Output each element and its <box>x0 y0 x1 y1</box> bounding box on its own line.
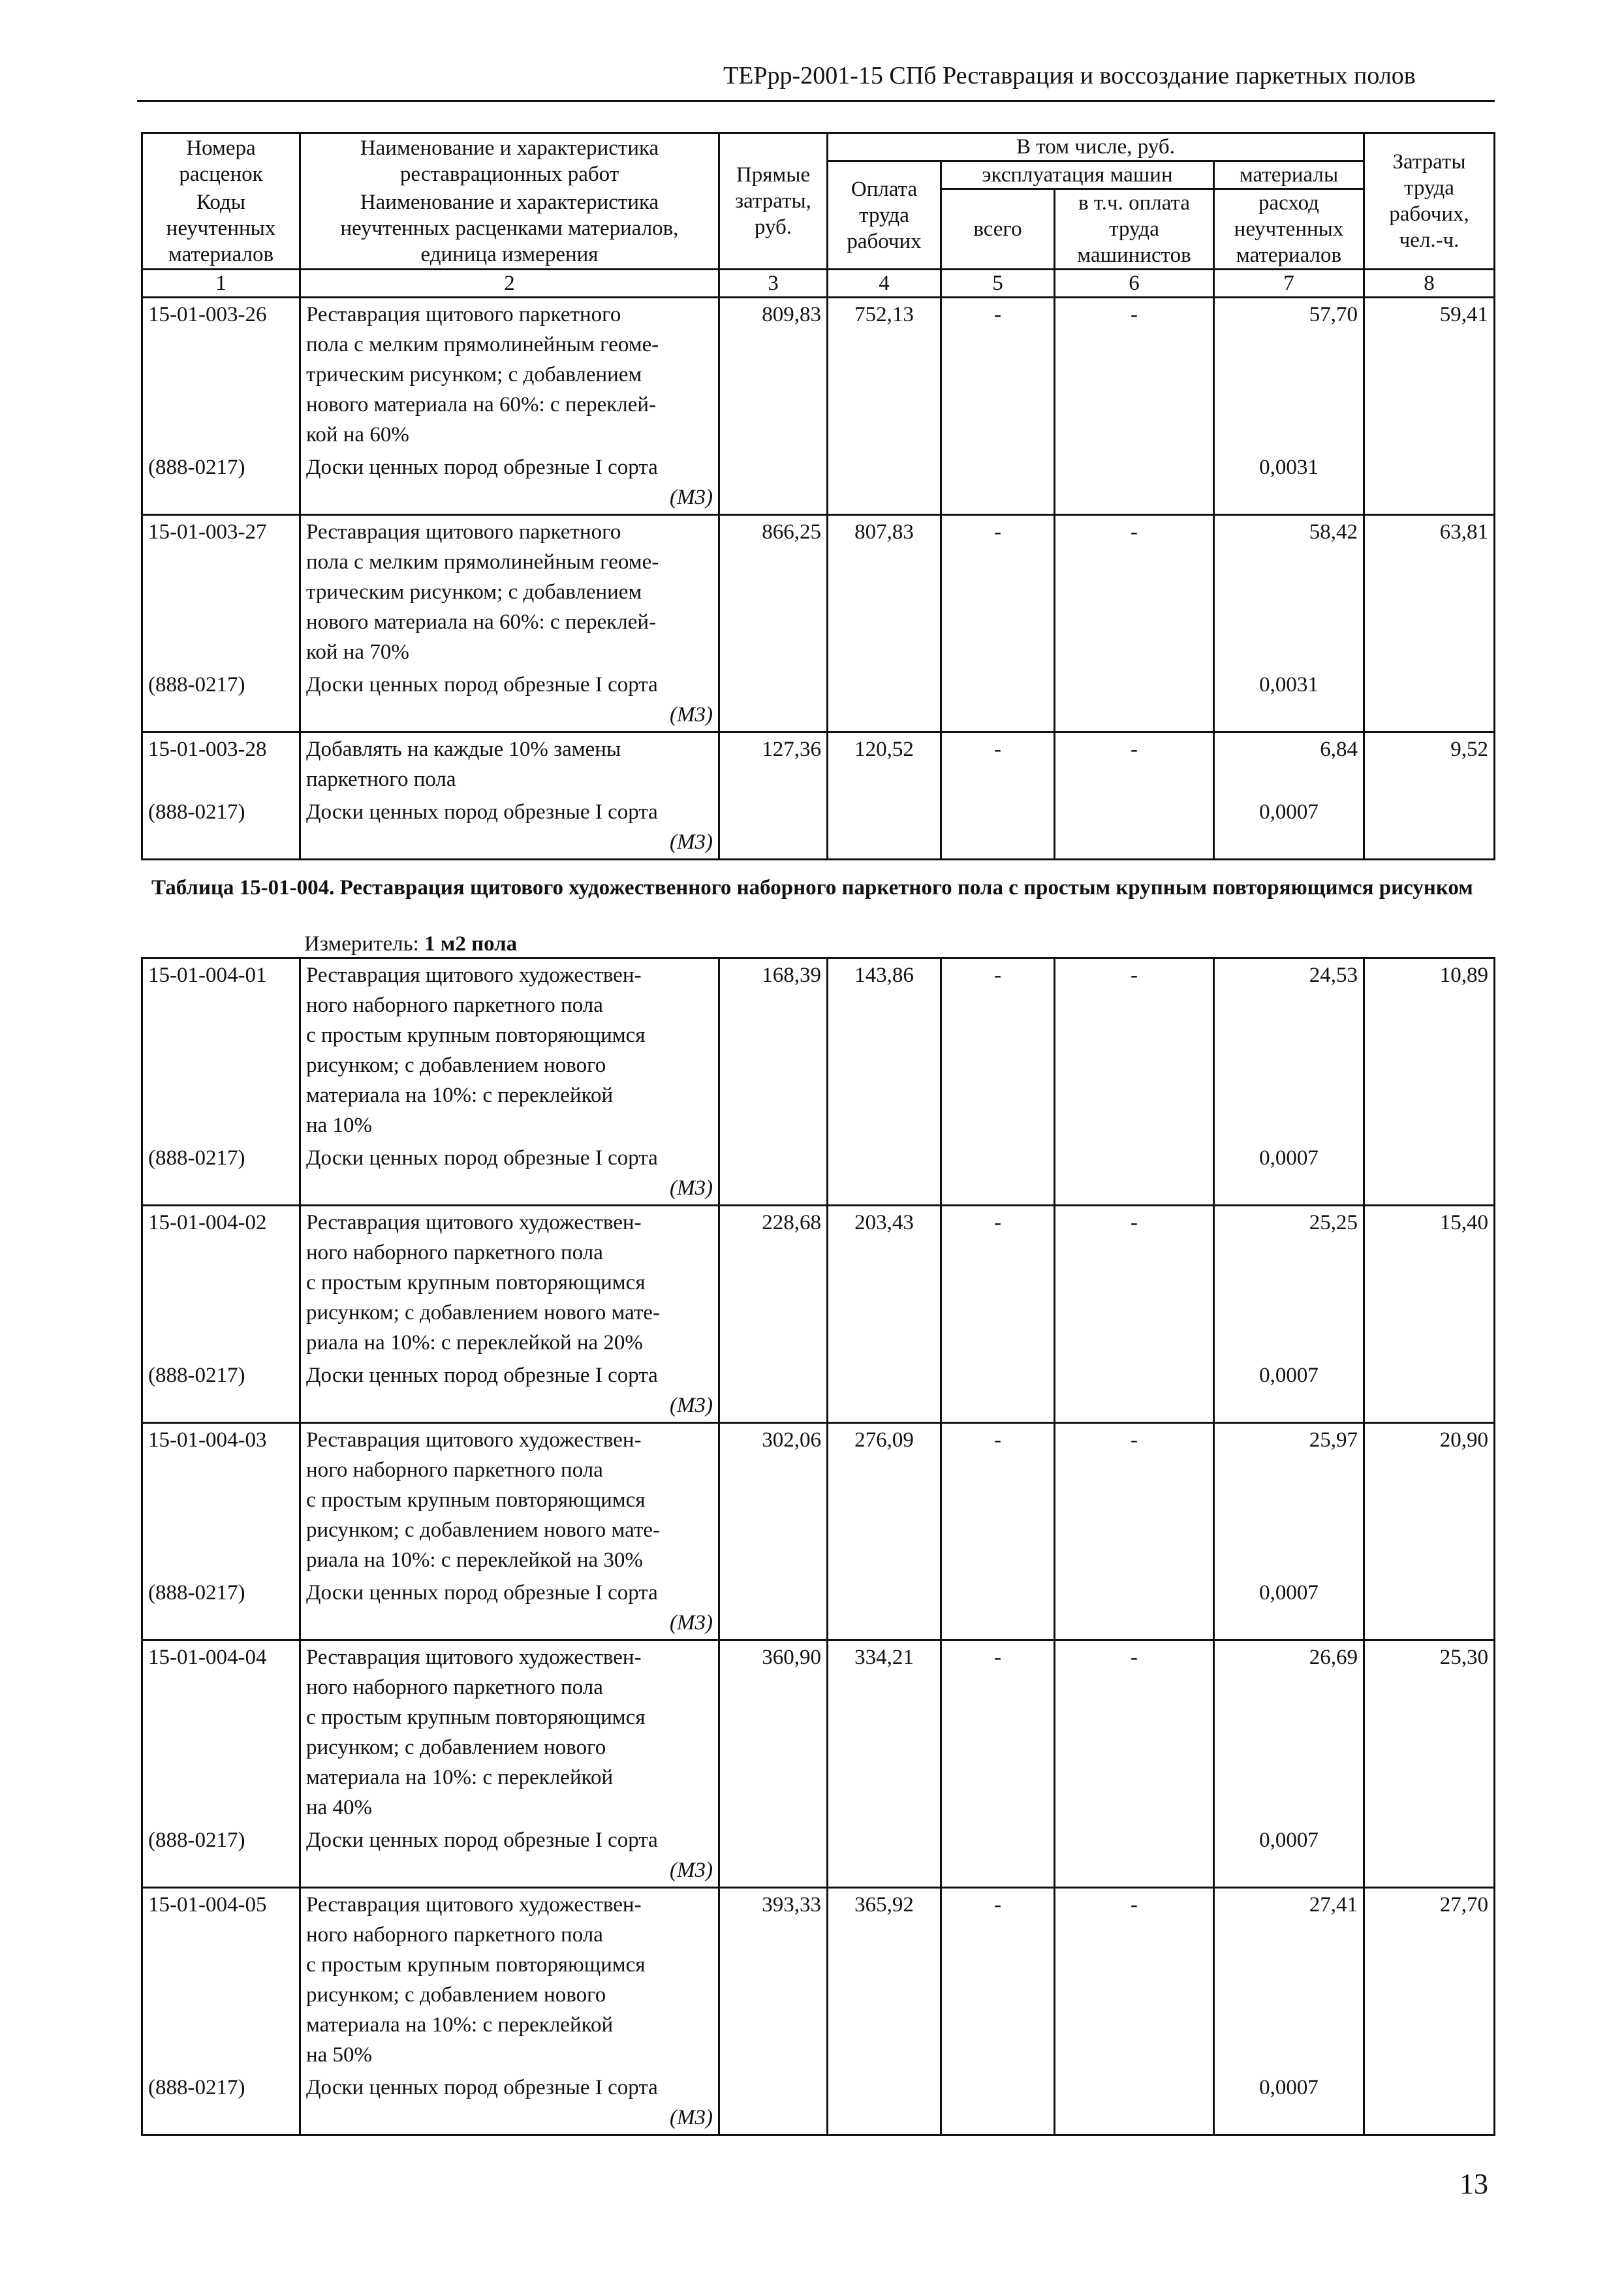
description-line: ного наборного паркетного пола <box>306 1676 603 1699</box>
material-row <box>142 1824 1495 1888</box>
material-quantity: 0,0007 <box>1214 1142 1364 1206</box>
rate-code: 15-01-003-28 <box>142 732 300 796</box>
rates-table-2 <box>141 957 1495 2136</box>
machines-total: - <box>941 1640 1055 1825</box>
page-number: 13 <box>1460 2168 1488 2200</box>
description-line: кой на 70% <box>306 640 409 664</box>
empty-cell <box>1055 668 1214 732</box>
empty-cell <box>1364 2071 1495 2135</box>
empty-cell <box>828 668 941 732</box>
rate-row <box>142 1640 1495 1825</box>
machines-total: - <box>941 298 1055 452</box>
rate-row <box>142 515 1495 669</box>
material-name-text: Доски ценных пород обрезные I сорта <box>306 673 658 697</box>
col-number: 4 <box>828 270 941 298</box>
empty-cell <box>1055 1142 1214 1206</box>
description-line: Добавлять на каждые 10% замены <box>306 738 621 761</box>
table-body <box>142 958 1495 2135</box>
material-code: (888-0217) <box>142 796 300 860</box>
rate-code: 15-01-004-04 <box>142 1640 300 1825</box>
empty-cell <box>941 451 1055 515</box>
machinist-pay: - <box>1055 958 1214 1142</box>
col-work-name-head: Наименование и характеристика реставрационных работ <box>300 133 719 189</box>
material-quantity: 0,0007 <box>1214 1824 1364 1888</box>
rate-description <box>300 298 719 452</box>
material-code: (888-0217) <box>142 1359 300 1423</box>
empty-cell <box>941 1824 1055 1888</box>
table-head <box>142 133 1495 298</box>
material-code: (888-0217) <box>142 1142 300 1206</box>
material-name <box>300 1824 719 1888</box>
labor-hours: 63,81 <box>1364 515 1495 669</box>
labor-hours: 10,89 <box>1364 958 1495 1142</box>
description-line: материала на 10%: с переклейкой <box>306 2013 614 2037</box>
material-code: (888-0217) <box>142 1824 300 1888</box>
material-name <box>300 1359 719 1423</box>
description-line: с простым крупным повторяющимся <box>306 1953 646 1977</box>
machinist-pay: - <box>1055 515 1214 669</box>
col-machines-group-head: эксплуатация машин <box>941 161 1214 189</box>
description-line: Реставрация щитового художествен- <box>306 964 642 987</box>
materials-cost: 25,25 <box>1214 1206 1364 1360</box>
material-unit: (М3) <box>670 1611 713 1635</box>
empty-cell <box>1055 1576 1214 1640</box>
table-caption: Таблица 15-01-004. Реставрация щитового художественного наборного паркетного пола с простым крупным повторяющимся рисунком <box>151 876 1473 900</box>
direct-costs: 393,33 <box>719 1888 828 2072</box>
description-line: ного наборного паркетного пола <box>306 1458 603 1482</box>
empty-cell <box>828 2071 941 2135</box>
empty-cell <box>1055 2071 1214 2135</box>
labor-pay: 143,86 <box>828 958 941 1142</box>
labor-pay: 120,52 <box>828 732 941 796</box>
rate-code: 15-01-004-03 <box>142 1423 300 1577</box>
rate-description <box>300 1888 719 2072</box>
material-name <box>300 451 719 515</box>
empty-cell <box>719 2071 828 2135</box>
empty-cell <box>1364 1142 1495 1206</box>
material-name-text: Доски ценных пород обрезные I сорта <box>306 1364 658 1387</box>
description-line: Реставрация щитового художествен- <box>306 1646 642 1669</box>
description-line: на 50% <box>306 2043 373 2067</box>
description-line: Реставрация щитового паркетного <box>306 303 621 326</box>
empty-cell <box>828 1359 941 1423</box>
measure-unit <box>304 932 517 956</box>
col-material-name-head: Наименование и характеристика неучтенных расценками материалов, единица измерения <box>300 189 719 270</box>
empty-cell <box>1364 796 1495 860</box>
col-direct-costs-head: Прямые затраты, руб. <box>719 133 828 270</box>
materials-cost: 58,42 <box>1214 515 1364 669</box>
material-row <box>142 451 1495 515</box>
material-name-text: Доски ценных пород обрезные I сорта <box>306 1828 658 1852</box>
material-unit: (М3) <box>670 2106 713 2129</box>
rate-description <box>300 1640 719 1825</box>
empty-cell <box>719 1359 828 1423</box>
rate-description <box>300 1423 719 1577</box>
description-line: рисунком; с добавлением нового мате- <box>306 1518 661 1542</box>
materials-cost: 26,69 <box>1214 1640 1364 1825</box>
machines-total: - <box>941 958 1055 1142</box>
labor-hours: 59,41 <box>1364 298 1495 452</box>
col-machinist-pay-head: в т.ч. оплата труда машинистов <box>1055 189 1214 270</box>
rate-code: 15-01-004-02 <box>142 1206 300 1360</box>
machinist-pay: - <box>1055 1423 1214 1577</box>
material-name <box>300 796 719 860</box>
empty-cell <box>719 1142 828 1206</box>
empty-cell <box>941 1142 1055 1206</box>
machines-total: - <box>941 515 1055 669</box>
rate-description <box>300 732 719 796</box>
empty-cell <box>828 1576 941 1640</box>
description-line: пола с мелким прямолинейным геоме- <box>306 550 659 574</box>
col-labor-pay-head: Оплата труда рабочих <box>828 161 941 270</box>
direct-costs: 127,36 <box>719 732 828 796</box>
material-code: (888-0217) <box>142 668 300 732</box>
description-line: нового материала на 60%: с переклей- <box>306 610 657 634</box>
material-name <box>300 668 719 732</box>
machinist-pay: - <box>1055 1640 1214 1825</box>
material-unit: (М3) <box>670 703 713 727</box>
labor-hours: 15,40 <box>1364 1206 1495 1360</box>
rate-code: 15-01-004-01 <box>142 958 300 1142</box>
rate-row <box>142 732 1495 796</box>
rate-row <box>142 1423 1495 1577</box>
material-row <box>142 1359 1495 1423</box>
description-line: рисунком; с добавлением нового мате- <box>306 1301 661 1325</box>
material-unit: (М3) <box>670 1858 713 1882</box>
materials-cost: 24,53 <box>1214 958 1364 1142</box>
material-row <box>142 796 1495 860</box>
empty-cell <box>1364 1824 1495 1888</box>
labor-pay: 334,21 <box>828 1640 941 1825</box>
description-line: пола с мелким прямолинейным геоме- <box>306 333 659 356</box>
empty-cell <box>1364 668 1495 732</box>
col-number: 6 <box>1055 270 1214 298</box>
col-rate-number-head: Номера расценок <box>142 133 300 189</box>
empty-cell <box>1055 796 1214 860</box>
description-line: трическим рисунком; с добавлением <box>306 363 642 386</box>
rate-code: 15-01-004-05 <box>142 1888 300 2072</box>
material-quantity: 0,0007 <box>1214 1359 1364 1423</box>
material-name-text: Доски ценных пород обрезные I сорта <box>306 1581 658 1605</box>
material-quantity: 0,0007 <box>1214 1576 1364 1640</box>
description-line: Реставрация щитового художествен- <box>306 1893 642 1917</box>
material-code: (888-0217) <box>142 2071 300 2135</box>
description-line: Реставрация щитового паркетного <box>306 520 621 544</box>
empty-cell <box>941 1576 1055 1640</box>
description-line: с простым крупным повторяющимся <box>306 1271 646 1294</box>
col-number: 3 <box>719 270 828 298</box>
description-line: паркетного пола <box>306 768 456 791</box>
rate-code: 15-01-003-26 <box>142 298 300 452</box>
material-unit: (М3) <box>670 486 713 509</box>
material-quantity: 0,0031 <box>1214 668 1364 732</box>
column-numbers-row <box>142 270 1495 298</box>
labor-pay: 807,83 <box>828 515 941 669</box>
empty-cell <box>1364 451 1495 515</box>
material-code: (888-0217) <box>142 451 300 515</box>
description-line: на 40% <box>306 1796 373 1819</box>
empty-cell <box>719 668 828 732</box>
empty-cell <box>941 796 1055 860</box>
material-name-text: Доски ценных пород обрезные I сорта <box>306 456 658 479</box>
empty-cell <box>941 2071 1055 2135</box>
empty-cell <box>1364 1576 1495 1640</box>
col-number: 1 <box>142 270 300 298</box>
empty-cell <box>1364 1359 1495 1423</box>
labor-hours: 27,70 <box>1364 1888 1495 2072</box>
description-line: трическим рисунком; с добавлением <box>306 580 642 604</box>
col-labor-hours-head: Затраты труда рабочих, чел.-ч. <box>1364 133 1495 270</box>
description-line: материала на 10%: с переклейкой <box>306 1766 614 1789</box>
direct-costs: 360,90 <box>719 1640 828 1825</box>
empty-cell <box>1055 451 1214 515</box>
material-quantity: 0,0007 <box>1214 796 1364 860</box>
machinist-pay: - <box>1055 298 1214 452</box>
col-materials-group-head: материалы <box>1214 161 1364 189</box>
empty-cell <box>941 1359 1055 1423</box>
rate-description <box>300 958 719 1142</box>
col-number: 8 <box>1364 270 1495 298</box>
material-code: (888-0217) <box>142 1576 300 1640</box>
rate-row <box>142 298 1495 452</box>
material-name <box>300 2071 719 2135</box>
empty-cell <box>719 796 828 860</box>
labor-hours: 20,90 <box>1364 1423 1495 1577</box>
description-line: с простым крупным повторяющимся <box>306 1706 646 1729</box>
machinist-pay: - <box>1055 1206 1214 1360</box>
rate-row <box>142 1206 1495 1360</box>
empty-cell <box>1055 1359 1214 1423</box>
description-line: с простым крупным повторяющимся <box>306 1488 646 1512</box>
material-name-text: Доски ценных пород обрезные I сорта <box>306 1146 658 1170</box>
description-line: рисунком; с добавлением нового <box>306 1983 606 2007</box>
material-unit: (М3) <box>670 1176 713 1200</box>
labor-pay: 276,09 <box>828 1423 941 1577</box>
description-line: ного наборного паркетного пола <box>306 1923 603 1947</box>
description-line: на 10% <box>306 1114 373 1137</box>
material-unit: (М3) <box>670 1394 713 1417</box>
page-header: ТЕРрр-2001-15 СПб Реставрация и воссоздание паркетных полов <box>723 62 1416 89</box>
material-unit: (М3) <box>670 830 713 854</box>
measure-value: 1 м2 пола <box>424 932 518 956</box>
machinist-pay: - <box>1055 732 1214 796</box>
empty-cell <box>828 1824 941 1888</box>
empty-cell <box>719 1576 828 1640</box>
empty-cell <box>719 1824 828 1888</box>
col-number: 7 <box>1214 270 1364 298</box>
material-row <box>142 1142 1495 1206</box>
labor-hours: 25,30 <box>1364 1640 1495 1825</box>
material-row <box>142 1576 1495 1640</box>
col-material-usage-head: расход неучтенных материалов <box>1214 189 1364 270</box>
machines-total: - <box>941 1888 1055 2072</box>
description-line: материала на 10%: с переклейкой <box>306 1084 614 1107</box>
rate-row <box>142 958 1495 1142</box>
material-name-text: Доски ценных пород обрезные I сорта <box>306 2076 658 2099</box>
description-line: нового материала на 60%: с переклей- <box>306 393 657 416</box>
table-body <box>142 298 1495 860</box>
material-name <box>300 1142 719 1206</box>
rates-table-1 <box>141 132 1495 860</box>
material-row <box>142 668 1495 732</box>
measure-label: Измеритель: <box>304 932 419 956</box>
col-number: 2 <box>300 270 719 298</box>
empty-cell <box>719 451 828 515</box>
materials-cost: 27,41 <box>1214 1888 1364 2072</box>
labor-pay: 365,92 <box>828 1888 941 2072</box>
direct-costs: 168,39 <box>719 958 828 1142</box>
material-name <box>300 1576 719 1640</box>
direct-costs: 302,06 <box>719 1423 828 1577</box>
description-line: рисунком; с добавлением нового <box>306 1054 606 1077</box>
empty-cell <box>828 451 941 515</box>
machines-total: - <box>941 1206 1055 1360</box>
materials-cost: 25,97 <box>1214 1423 1364 1577</box>
empty-cell <box>828 796 941 860</box>
rate-description <box>300 515 719 669</box>
col-material-code-head: Коды неучтенных материалов <box>142 189 300 270</box>
col-group-head: В том числе, руб. <box>828 133 1364 161</box>
col-number: 5 <box>941 270 1055 298</box>
description-line: рисунком; с добавлением нового <box>306 1736 606 1759</box>
labor-pay: 752,13 <box>828 298 941 452</box>
labor-hours: 9,52 <box>1364 732 1495 796</box>
empty-cell <box>941 668 1055 732</box>
materials-cost: 57,70 <box>1214 298 1364 452</box>
col-machines-total-head: всего <box>941 189 1055 270</box>
description-line: Реставрация щитового художествен- <box>306 1211 642 1234</box>
direct-costs: 866,25 <box>719 515 828 669</box>
materials-cost: 6,84 <box>1214 732 1364 796</box>
material-quantity: 0,0007 <box>1214 2071 1364 2135</box>
material-name-text: Доски ценных пород обрезные I сорта <box>306 800 658 824</box>
material-row <box>142 2071 1495 2135</box>
empty-cell <box>1055 1824 1214 1888</box>
rate-row <box>142 1888 1495 2072</box>
labor-pay: 203,43 <box>828 1206 941 1360</box>
description-line: ного наборного паркетного пола <box>306 1241 603 1264</box>
description-line: кой на 60% <box>306 423 409 447</box>
description-line: с простым крупным повторяющимся <box>306 1024 646 1047</box>
machines-total: - <box>941 732 1055 796</box>
description-line: риала на 10%: с переклейкой на 20% <box>306 1331 643 1355</box>
header-rule <box>137 100 1495 102</box>
machinist-pay: - <box>1055 1888 1214 2072</box>
description-line: ного наборного паркетного пола <box>306 994 603 1017</box>
direct-costs: 809,83 <box>719 298 828 452</box>
empty-cell <box>828 1142 941 1206</box>
direct-costs: 228,68 <box>719 1206 828 1360</box>
rate-code: 15-01-003-27 <box>142 515 300 669</box>
description-line: Реставрация щитового художествен- <box>306 1428 642 1452</box>
machines-total: - <box>941 1423 1055 1577</box>
rate-description <box>300 1206 719 1360</box>
material-quantity: 0,0031 <box>1214 451 1364 515</box>
description-line: риала на 10%: с переклейкой на 30% <box>306 1548 643 1572</box>
